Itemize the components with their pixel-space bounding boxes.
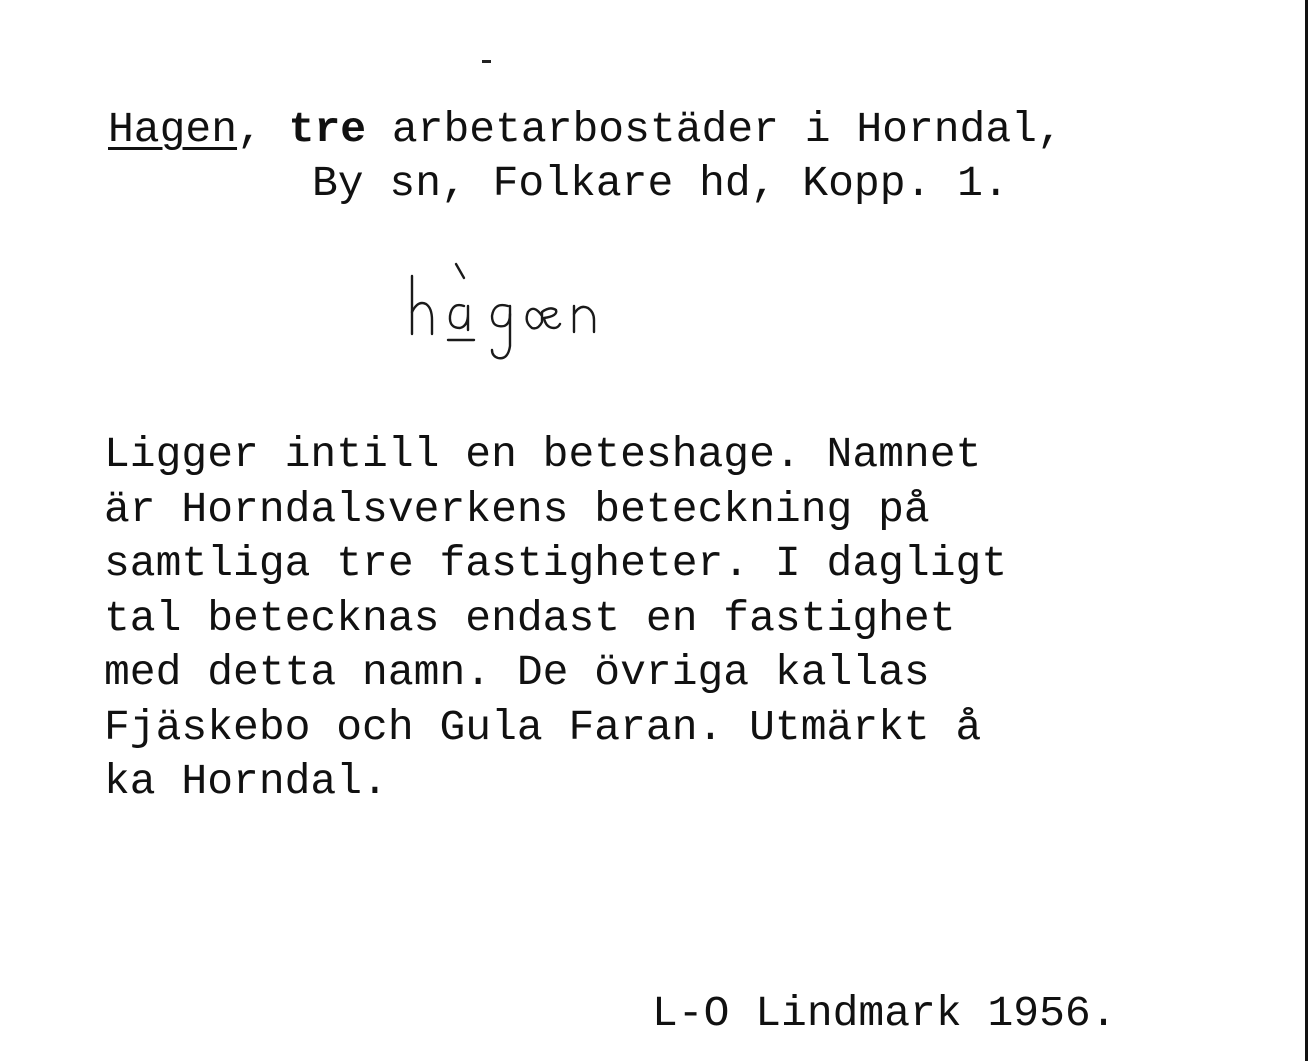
heading-separator: , bbox=[237, 105, 289, 154]
body-line: är Horndalsverkens beteckning på bbox=[104, 484, 930, 534]
heading-bold-word: tre bbox=[288, 105, 367, 154]
body-line: tal betecknas endast en fastighet bbox=[104, 593, 956, 643]
card-edge-border bbox=[1305, 0, 1308, 1061]
author-signature: L-O Lindmark 1956. bbox=[652, 989, 1117, 1038]
heading-line-1 bbox=[108, 105, 1063, 154]
heading-line-2: By sn, Folkare hd, Kopp. 1. bbox=[312, 159, 1009, 208]
body-line: ka Horndal. bbox=[104, 757, 388, 806]
place-name: Hagen bbox=[108, 105, 238, 154]
handwritten-phonetic bbox=[404, 262, 614, 362]
body-line: Fjäskebo och Gula Faran. Utmärkt å bbox=[104, 702, 982, 752]
body-line: samtliga tre fastigheter. I dagligt bbox=[104, 539, 1008, 588]
card-body-text bbox=[104, 428, 1224, 810]
body-line: med detta namn. De övriga kallas bbox=[104, 648, 930, 697]
phonetic-transcription-drawing bbox=[404, 262, 614, 362]
body-line: Ligger intill en beteshage. Namnet bbox=[104, 430, 982, 479]
heading-description: arbetarbostäder i Horndal, bbox=[366, 105, 1063, 154]
scan-speck bbox=[482, 60, 491, 63]
